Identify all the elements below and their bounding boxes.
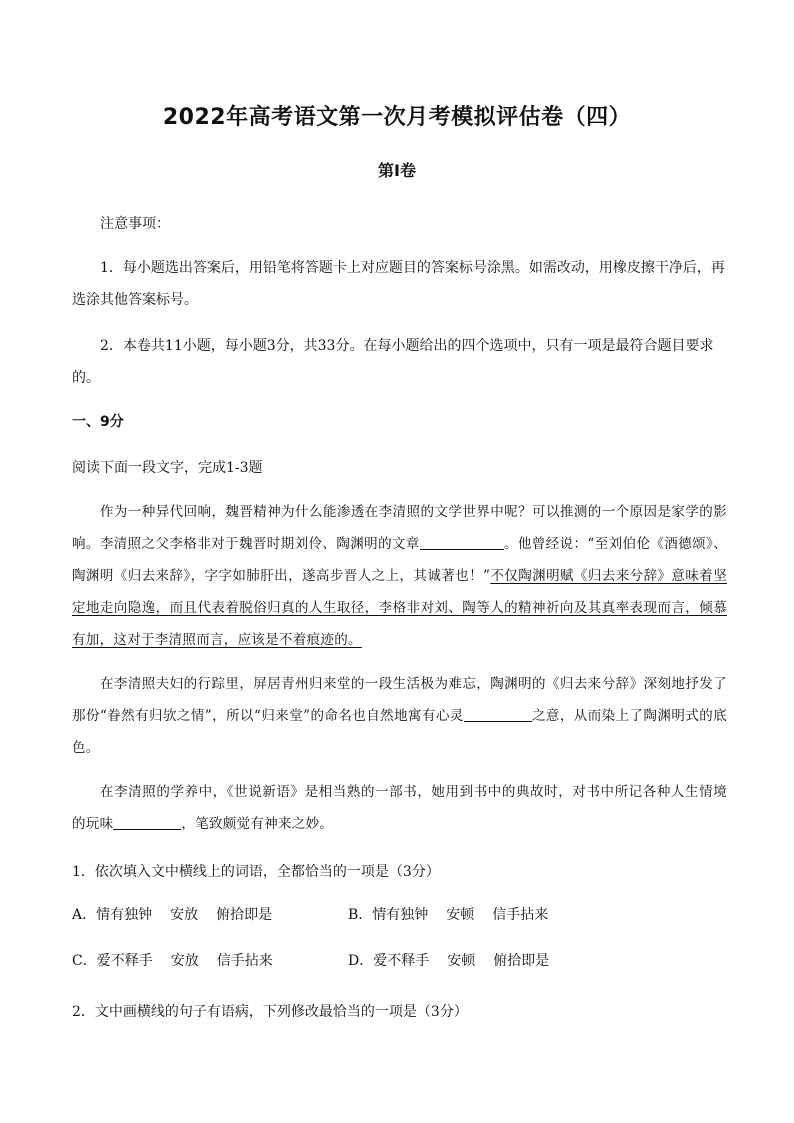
notice-heading: 注意事项： [100,216,170,232]
page-title: 2022年高考语文第一次月考模拟评估卷（四） [162,105,632,130]
fill-blank-2 [464,707,532,722]
option-word: 爱不释手 [96,953,153,969]
question-1-stem: 1．依次填入文中横线上的词语，全都恰当的一项是（3分） [72,864,440,880]
option-word: 信手拈来 [492,907,549,923]
notice-item-2: 2．本卷共11小题，每小题3分，共33分。在每小题给出的四个选项中，只有一项是最符合题目要求的。 [72,338,714,386]
question-1-options-row-2 [72,950,727,974]
option-label: B． [348,907,373,923]
passage-text: 之意，从而染上了陶渊明式的底色。 [72,708,727,756]
option-word: 安顿 [447,953,476,969]
passage-paragraph-1 [72,496,727,656]
option-word: 爱不释手 [373,953,430,969]
notice-item-1: 1．每小题选出答案后，用铅笔将答题卡上对应题目的答案标号涂黑。如需改动，用橡皮擦干净后，再选涂其他答案标号。 [72,260,725,308]
question-1-options-row-1 [72,904,727,928]
option-word: 安放 [170,953,199,969]
option-a[interactable] [72,904,290,924]
passage-text: 在李清照的学养中，《世说新语》是相当熟的一部书，她用到书中的典故时，对书中所记各种人生情境的玩味 [72,784,727,832]
volume-heading: 第Ⅰ卷 [378,161,416,180]
question-2-stem: 2．文中画横线的句子有语病，下列修改最恰当的一项是（3分） [72,1004,468,1020]
option-word: 情有独钟 [372,907,429,923]
option-label: C． [72,953,97,969]
option-word: 情有独钟 [96,907,153,923]
passage-text: 。他曾经说：“至刘伯伦《酒德颂》、陶渊明《归去来辞》，字字如肺肝出，遂高步晋人之上，其诚著也！” [72,536,727,584]
option-word: 信手拈来 [216,953,273,969]
option-label: D． [348,953,374,969]
fill-blank-1 [420,535,504,550]
passage-text: 在李清照夫妇的行踪里，屏居青州归来堂的一段生活极为难忘，陶渊明的《归去来兮辞》深刻地抒发了那份“眷然有归欤之情”，所以“归来堂”的命名也自然地寓有心灵 [72,676,727,724]
option-d[interactable] [348,950,567,970]
passage-paragraph-3 [72,776,727,840]
section-heading: 一、9分 [72,414,124,430]
option-c[interactable] [72,950,291,970]
option-b[interactable] [348,904,566,924]
passage-text: 作为一种异代回响，魏晋精神为什么能渗透在李清照的文学世界中呢？可以推测的一个原因是家学的影响。李清照之父李格非对于魏晋时期刘伶、陶渊明的文章 [72,504,727,552]
passage-text: ，笔致颇觉有神来之妙。 [181,816,334,832]
reading-instruction: 阅读下面一段文字，完成1-3题 [72,460,263,476]
option-word: 安顿 [446,907,475,923]
option-label: A． [72,907,97,923]
fill-blank-3 [113,815,181,830]
option-word: 安放 [170,907,199,923]
underlined-sentence: 不仅陶渊明赋《归去来兮辞》意味着坚定地走向隐逸，而且代表着脱俗归真的人生取径，李格非对刘、陶等人的精神祈向及其真率表现而言，倾慕有加，这对于李清照而言，应该是不着痕迹的。 [72,568,727,648]
option-word: 俯拾即是 [493,953,550,969]
passage-paragraph-2 [72,668,727,764]
option-word: 俯拾即是 [216,907,273,923]
